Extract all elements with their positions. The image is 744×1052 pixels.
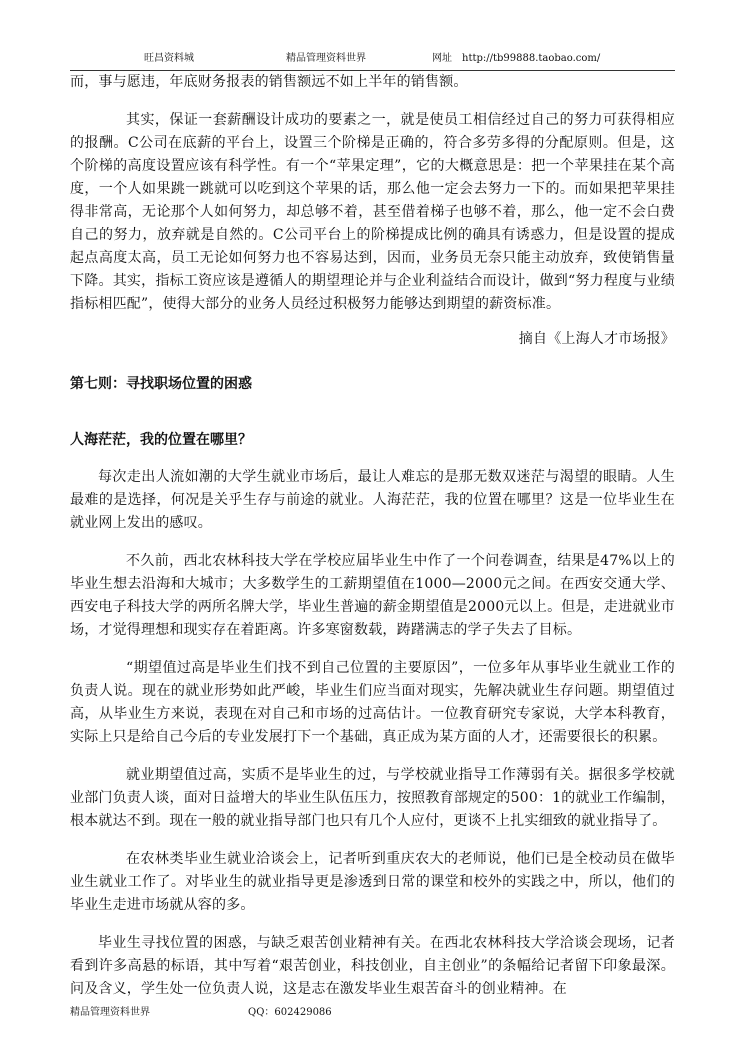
paragraph-salary-design: 其实，保证一套薪酬设计成功的要素之一，就是使员工相信经过自己的努力可获得相应的报酬。C公司在底薪的平台上，设置三个阶梯是正确的，符合多劳多得的分配原则。但是，这个阶梯的高度设置应该有科学性。有一个“苹果定理”，它的大概意思是：把一个苹果挂在某个高度，一个人如果跳一跳就可以吃到这个苹果的话，那么他一定会去努力一下的。而如果把苹果挂得非常高，无论那个人如何努力，却总够不着，甚至借着梯子也够不着，那么，他一定不会白费自己的努力，放弃就是自然的。C公司平台上的阶梯提成比例的确具有诱惑力，但是设置的提成起点高度太高，员工无论如何努力也不容易达到，因而，业务员无奈只能主动放弃，致使销售量下降。其实，指标工资应该是遵循人的期望理论并与企业利益结合而设计，做到“努力程度与业绩指标相匹配”，使得大部分的业务人员经过积极努力能够达到期望的薪资标准。: [70, 112, 675, 312]
header-url-label: 网址: [432, 53, 452, 64]
paragraph-job-market: 每次走出人流如潮的大学生就业市场后，最让人难忘的是那无数双迷茫与渴望的眼睛。人生最难的是选择，何况是关乎生存与前途的就业。人海茫茫，我的位置在哪里？这是一位毕业生在就业网上发出的感叹。: [70, 469, 675, 531]
source-citation: 摘自《上海人才市场报》: [518, 331, 675, 347]
paragraph-guidance: 就业期望值过高，实质不是毕业生的过，与学校就业指导工作薄弱有关。据很多学校就业部门负责人谈，面对日益增大的毕业生队伍压力，按照教育部规定的500：1的就业工作编制，根本就达不到。现在一般的就业指导部门也只有几个人应付，更谈不上扎实细致的就业指导了。: [70, 767, 675, 829]
footer-site-name: 精品管理资料世界: [70, 1007, 150, 1018]
header-url[interactable]: http://tb99888.taobao.com/: [462, 53, 601, 64]
paragraph-continued: 而，事与愿违，年底财务报表的销售额远不如上半年的销售额。: [70, 74, 468, 90]
page-header: [70, 50, 675, 71]
page-content: [70, 71, 675, 1001]
header-shop-name: 旺昌资料城: [144, 53, 194, 64]
paragraph-survey: 不久前，西北农林科技大学在学校应届毕业生中作了一个问卷调查，结果是47%以上的毕业生想去沿海和大城市；大多数学生的工薪期望值在1000—2000元之间。在西安交通大学、西安电子科技大学的两所名牌大学，毕业生普遍的薪金期望值是2000元以上。但是，走进就业市场，才觉得理想和现实存在着距离。许多寒窗数载，踌躇满志的学子失去了目标。: [70, 553, 675, 638]
paragraph-chongqing: 在农林类毕业生就业洽谈会上，记者听到重庆农大的老师说，他们已是全校动员在做毕业生就业工作了。对毕业生的就业指导更是渗透到日常的课堂和校外的实践之中，所以，他们的毕业生走进市场就从容的多。: [70, 851, 675, 913]
paragraph-entrepreneurship: 毕业生寻找位置的困惑，与缺乏艰苦创业精神有关。在西北农林科技大学洽谈会现场，记者看到许多高悬的标语，其中写着“艰苦创业，科技创业，自主创业”的条幅给记者留下印象最深。问及含义，学生处一位负责人说，这是志在激发毕业生艰苦奋斗的创业精神。在: [70, 935, 675, 997]
header-site-name: 精品管理资料世界: [286, 53, 366, 64]
footer-qq: QQ：602429086: [248, 1007, 332, 1018]
section-title: 第七则：寻找职场位置的困惑: [70, 376, 252, 392]
paragraph-expectations: “期望值过高是毕业生们找不到自己位置的主要原因”，一位多年从事毕业生就业工作的负责人说。现在的就业形势如此严峻，毕业生们应当面对现实，先解决就业生存问题。期望值过高，从毕业生方来说，表现在对自己和市场的过高估计。一位教育研究专家说，大学本科教育，实际上只是给自己今后的专业发展打下一个基础，真正成为某方面的人才，还需要很长的积累。: [70, 660, 675, 745]
article-title: 人海茫茫，我的位置在哪里？: [70, 432, 252, 448]
